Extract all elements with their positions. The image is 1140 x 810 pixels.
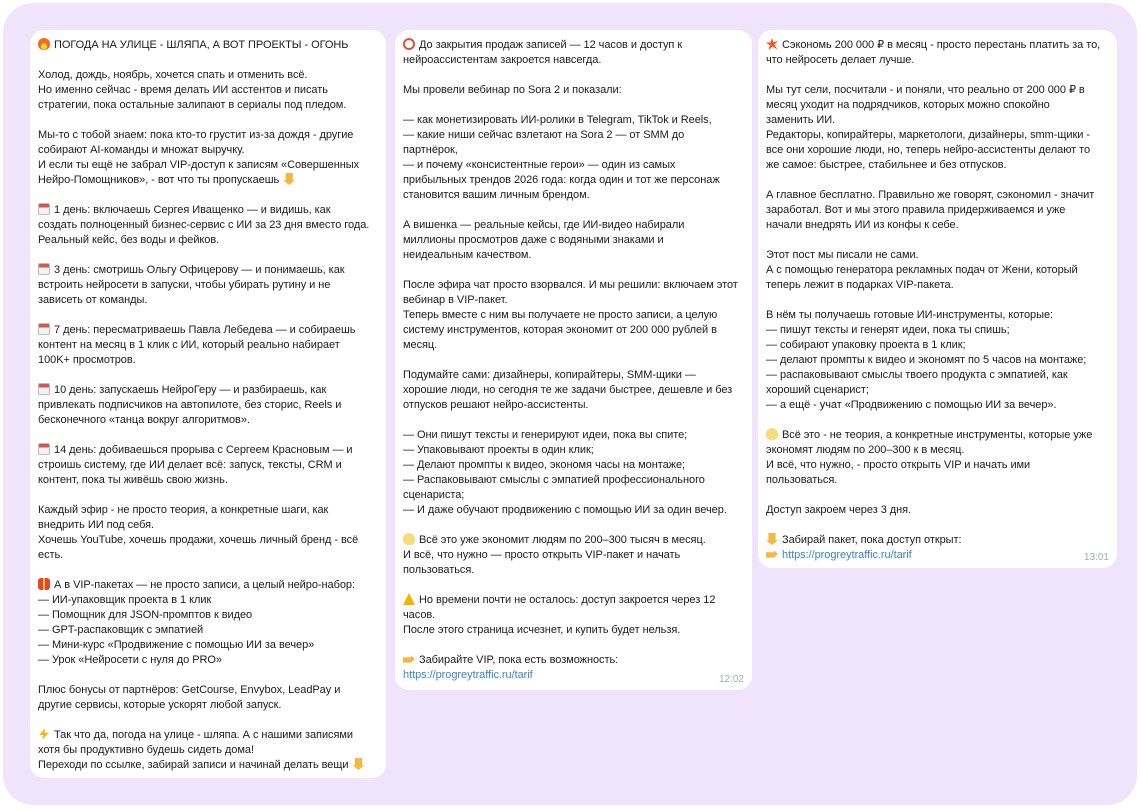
message-line [766, 83, 1109, 98]
message-text: — GPT-распаковщик с эмпатией [38, 624, 204, 636]
message-text: партнёрок, [403, 144, 458, 156]
message-line [403, 458, 744, 473]
message-line [38, 428, 378, 443]
message-line [38, 278, 378, 293]
message-line [766, 338, 1109, 353]
message-line [403, 353, 744, 368]
message-line [38, 68, 378, 83]
message-text: бесконечного «танца вокруг алгоритмов». [38, 414, 250, 426]
message-line [766, 308, 1109, 323]
message-text: неидеальным качеством. [403, 249, 532, 261]
message-text: же самое: быстрее, стабильнее и без отпусков. [766, 159, 1007, 171]
message-line [38, 518, 378, 533]
message-text: Реальный кейс, без воды и фейков. [38, 234, 220, 246]
message-line [38, 173, 378, 188]
message-line [38, 698, 378, 713]
message-line [403, 143, 744, 158]
alarm-clock-icon [403, 38, 415, 50]
message-text: Но именно сейчас - время делать ИИ асстентов и писать [38, 84, 328, 96]
message-text: начали внедрять ИИ из конфы к себе. [766, 219, 959, 231]
message-line [403, 53, 744, 68]
message-text: — и почему «консистентные герои» — один из самых [403, 159, 676, 171]
calendar-icon [38, 383, 50, 395]
message-text: прибыльных трендов 2026 года: когда один и тот же персонаж [403, 174, 720, 186]
message-line [403, 503, 744, 518]
message-text: И если ты ещё не забрал VIP-доступ к записям «Совершенных [38, 159, 360, 171]
message-text: Холод, дождь, ноябрь, хочется спать и отменить всё. [38, 69, 308, 81]
message-line [766, 248, 1109, 263]
message-text: 14 день: добиваешься прорыва с Сергеем Красновым — и [54, 444, 353, 456]
message-line [38, 368, 378, 383]
message-time: 13:01 [1083, 552, 1109, 563]
message-line [766, 68, 1109, 83]
message-text: 1 день: включаешь Сергея Иващенко — и видишь, как [54, 204, 331, 216]
lightning-icon [38, 728, 50, 740]
message-line [38, 308, 378, 323]
message-text: — пишут тексты и генерят идеи, пока ты спишь; [766, 324, 1010, 336]
message-text: пользоваться. [403, 564, 475, 576]
message-line [403, 428, 744, 443]
message-line [38, 248, 378, 263]
message-line [38, 443, 378, 458]
message-text: что нейросеть делает лучше. [766, 54, 915, 66]
message-text: Нейро-Помощников», - вот что ты пропускаешь [38, 174, 280, 186]
message-text: контент на месяц в 1 клик с ИИ, который реально набирает [38, 339, 340, 351]
message-text: — Урок «Нейросети с нуля до PRO» [38, 654, 222, 666]
message-line [38, 263, 378, 278]
message-text: ПОГОДА НА УЛИЦЕ - ШЛЯПА, А ВОТ ПРОЕКТЫ - ОГОНЬ [54, 39, 349, 51]
message-line [766, 188, 1109, 203]
message-text: привлекать подписчиков на автопилоте, без сторис, Reels и [38, 399, 342, 411]
message-text: хороший сценарист; [766, 384, 869, 396]
message-line [766, 353, 1109, 368]
message-line [38, 113, 378, 128]
message-text: А главное бесплатно. Правильно же говорят, сэкономил - значит [766, 189, 1095, 201]
message-text: Так что да, погода на улице - шляпа. А с нашими записями [54, 729, 354, 741]
message-text: И всё, что нужно — просто открыть VIP-пакет и начать [403, 549, 681, 561]
message-text: После эфира чат просто взорвался. И мы решили: включаем этот [403, 279, 738, 291]
message-line [403, 38, 744, 53]
message-line [766, 368, 1109, 383]
message-line [38, 38, 378, 53]
message-line [403, 413, 744, 428]
message-line [38, 293, 378, 308]
message-line [403, 638, 744, 653]
message-text: А в VIP-пакетах — не просто записи, а целый нейро-набор: [54, 579, 355, 591]
message-line [38, 743, 378, 758]
message-text: Переходи по ссылке, забирай записи и начинай делать вещи [38, 759, 349, 771]
message-text: миллионы просмотров даже с водяными знаками и [403, 234, 664, 246]
message-text: хорошие люди, но сегодня те же задачи быстрее, дешевле и без [403, 384, 733, 396]
message-text: Теперь вместе с ним вы получаете не просто записи, а целую [403, 309, 718, 321]
message-text: контент, пока ты живёшь свою жизнь. [38, 474, 228, 486]
message-line [403, 188, 744, 203]
light-bulb-icon [403, 533, 415, 545]
message-line [766, 533, 1109, 548]
message-line [766, 383, 1109, 398]
message-line [38, 218, 378, 233]
message-text: — делают промпты к видео и экономят по 5 часов на монтаже; [766, 354, 1087, 366]
message-line [766, 428, 1109, 443]
message-line [403, 623, 744, 638]
message-line [403, 218, 744, 233]
calendar-icon [38, 323, 50, 335]
message-line [38, 473, 378, 488]
message-text: становится вашим личным брендом. [403, 189, 590, 201]
message-line [403, 128, 744, 143]
message-text: строишь систему, где ИИ делает всё: запуск, тексты, CRM и [38, 459, 342, 471]
message-time: 12:02 [718, 674, 744, 685]
message-line [766, 473, 1109, 488]
message-line [766, 158, 1109, 173]
message-line [403, 158, 744, 173]
message-text: — Мини-курс «Продвижение с помощью ИИ за вечер» [38, 639, 315, 651]
message-line [38, 398, 378, 413]
message-text: зависеть от команды. [38, 294, 148, 306]
message-line [403, 113, 744, 128]
message-line [38, 353, 378, 368]
message-line [38, 503, 378, 518]
message-line [766, 548, 1109, 563]
message-line [766, 518, 1109, 533]
message-text: Редакторы, копирайтеры, маркетологи, дизайнеры, smm-щики - [766, 129, 1090, 141]
message-line [403, 443, 744, 458]
tarif-link[interactable]: https://progreytraffic.ru/tarif [782, 549, 912, 561]
message-text: есть. [38, 549, 64, 561]
message-line [766, 218, 1109, 233]
message-line [403, 563, 744, 578]
message-line [38, 383, 378, 398]
point-down-icon [352, 758, 364, 770]
message-text: В нём ты получаешь готовые ИИ-инструменты, которые: [766, 309, 1054, 321]
message-line [38, 713, 378, 728]
message-line [38, 488, 378, 503]
message-line [38, 563, 378, 578]
message-line [766, 203, 1109, 218]
message-line [38, 668, 378, 683]
message-text: 10 день: запускаешь НейроГеру — и разбираешь, как [54, 384, 327, 396]
message-line [403, 668, 744, 683]
message-text: Этот пост мы писали не сами. [766, 249, 919, 261]
message-text: — Они пишут тексты и генерируют идеи, пока вы спите; [403, 429, 688, 441]
message-line [38, 83, 378, 98]
message-text: теперь лежит в подарках VIP-пакета. [766, 279, 954, 291]
message-line [403, 263, 744, 278]
message-line [403, 248, 744, 263]
message-text: — собирают упаковку проекта в 1 клик; [766, 339, 966, 351]
message-text: создать полноценный бизнес-сервис с ИИ за 23 дня вместо года. [38, 219, 370, 231]
message-line [766, 488, 1109, 503]
gift-icon [38, 578, 50, 590]
message-text: — Упаковывают проекты в один клик; [403, 444, 594, 456]
message-line [766, 38, 1109, 53]
message-line [38, 623, 378, 638]
message-text: Мы провели вебинар по Sora 2 и показали: [403, 84, 622, 96]
message-line [38, 188, 378, 203]
message-line [403, 488, 744, 503]
message-line [403, 338, 744, 353]
message-line [38, 638, 378, 653]
collision-icon [766, 38, 778, 50]
message-line [38, 548, 378, 563]
message-text: пользоваться. [766, 474, 838, 486]
message-line [766, 143, 1109, 158]
message-bubble [758, 30, 1117, 568]
message-line [38, 653, 378, 668]
message-text: Каждый эфир - не просто теория, а конкретные шаги, как [38, 504, 329, 516]
message-text: И всё, что нужно, - просто открыть VIP и начать ими [766, 459, 1031, 471]
message-text: экономят людям по 200–300 к в месяц. [766, 444, 965, 456]
message-line [403, 308, 744, 323]
message-line [38, 683, 378, 698]
message-text: месяц уходит на подрядчиков, которых можно спокойно [766, 99, 1050, 111]
message-text: заработал. Вот и мы этого правила придерживаемся и уже [766, 204, 1066, 216]
message-text: месяц. [403, 339, 438, 351]
message-line [403, 323, 744, 338]
message-text: Всё это уже экономит людям по 200–300 тысяч в месяц. [419, 534, 706, 546]
message-text: 7 день: пересматриваешь Павла Лебедева — и собираешь [54, 324, 356, 336]
message-line [38, 233, 378, 248]
message-text: Мы тут сели, посчитали - и поняли, что реально от 200 000 ₽ в [766, 84, 1085, 96]
message-text: нейроассистентам закроется навсегда. [403, 54, 602, 66]
message-line [403, 98, 744, 113]
message-text: — Распаковывают смыслы с эмпатией профессионального [403, 474, 705, 486]
message-line [403, 473, 744, 488]
message-text: встроить нейросети в запуски, чтобы убирать рутину и не [38, 279, 331, 291]
message-text: Хочешь YouTube, хочешь продажи, хочешь личный бренд - всё [38, 534, 359, 546]
message-text: стратегии, пока остальные залипают в сериалы под пледом. [38, 99, 347, 111]
message-text: внедрить ИИ под себя. [38, 519, 154, 531]
point-right-icon [403, 653, 415, 665]
message-text: — какие ниши сейчас взлетают на Sora 2 — от SMM до [403, 129, 685, 141]
message-line [403, 398, 744, 413]
message-text: Забирай пакет, пока доступ открыт: [782, 534, 962, 546]
point-right-icon [766, 548, 778, 560]
message-line [403, 233, 744, 248]
point-down-icon [283, 173, 295, 185]
message-line [403, 203, 744, 218]
message-text: Плюс бонусы от партнёров: GetCourse, Envybox, LeadPay и [38, 684, 341, 696]
message-text: Забирайте VIP, пока есть возможность: [419, 654, 619, 666]
message-text: — И даже обучают продвижению с помощью ИИ за один вечер. [403, 504, 727, 516]
calendar-icon [38, 263, 50, 275]
message-text: 100K+ просмотров. [38, 354, 136, 366]
light-bulb-icon [766, 428, 778, 440]
message-text: отпусков решают нейро-ассистенты. [403, 399, 589, 411]
calendar-icon [38, 203, 50, 215]
point-down-icon [766, 533, 778, 545]
message-text: 3 день: смотришь Ольгу Офицерову — и понимаешь, как [54, 264, 345, 276]
message-line [403, 293, 744, 308]
message-line [403, 578, 744, 593]
message-text: — Делают промпты к видео, экономя часы на монтаже; [403, 459, 686, 471]
message-text: хотя бы продуктивно будешь сидеть дома! [38, 744, 254, 756]
message-line [38, 143, 378, 158]
message-text: Мы-то с тобой знаем: пока кто-то грустит из-за дождя - другие [38, 129, 354, 141]
message-text: — ИИ-упаковщик проекта в 1 клик [38, 594, 212, 606]
message-line [38, 608, 378, 623]
message-line [403, 593, 744, 608]
message-line [403, 83, 744, 98]
message-line [766, 263, 1109, 278]
message-line [766, 293, 1109, 308]
message-text: После этого страница исчезнет, и купить будет нельзя. [403, 624, 681, 636]
message-text: все они хорошие люди, но, теперь нейро-ассистенты делают то [766, 144, 1091, 156]
message-text: Сэкономь 200 000 ₽ в месяц - просто перестань платить за то, [782, 39, 1101, 51]
fire-icon [38, 38, 50, 50]
message-line [38, 158, 378, 173]
message-line [766, 128, 1109, 143]
message-text: систему инструментов, которая экономит от 200 000 рублей в [403, 324, 717, 336]
message-line [766, 443, 1109, 458]
message-line [38, 458, 378, 473]
message-text: А с помощью генератора рекламных подач от Жени, который [766, 264, 1078, 276]
message-text: заменить ИИ. [766, 114, 836, 126]
message-text: вебинар в VIP-пакет. [403, 294, 508, 306]
message-line [403, 68, 744, 83]
message-text: Доступ закроем через 3 дня. [766, 504, 912, 516]
tarif-link[interactable]: https://progreytraffic.ru/tarif [403, 669, 533, 681]
message-text: До закрытия продаж записей — 12 часов и доступ к [419, 39, 683, 51]
message-line [766, 173, 1109, 188]
message-line [38, 203, 378, 218]
message-text: Подумайте сами: дизайнеры, копирайтеры, SMM-щики — [403, 369, 696, 381]
message-line [38, 413, 378, 428]
message-text: — распаковывают смыслы твоего продукта с эмпатией, как [766, 369, 1068, 381]
message-line [766, 98, 1109, 113]
message-text: Всё это - не теория, а конкретные инструменты, которые уже [782, 429, 1093, 441]
message-text: — Помощник для JSON-промптов к видео [38, 609, 253, 621]
message-line [403, 383, 744, 398]
message-line [38, 593, 378, 608]
message-line [38, 128, 378, 143]
message-line [403, 608, 744, 623]
message-line [766, 53, 1109, 68]
message-line [403, 368, 744, 383]
message-line [38, 728, 378, 743]
message-line [403, 548, 744, 563]
message-line [766, 113, 1109, 128]
message-line [38, 578, 378, 593]
message-line [403, 173, 744, 188]
message-line [38, 758, 378, 773]
message-text: другие сервисы, которые ускорят любой запуск. [38, 699, 282, 711]
message-text: — а ещё - учат «Продвижению с помощью ИИ за вечер». [766, 399, 1057, 411]
message-line [38, 533, 378, 548]
warning-icon [403, 593, 415, 605]
message-line [403, 533, 744, 548]
message-text: часов. [403, 609, 436, 621]
message-line [403, 278, 744, 293]
message-line [766, 233, 1109, 248]
message-line [403, 518, 744, 533]
message-text: — как монетизировать ИИ-ролики в Telegram, TikTok и Reels, [403, 114, 712, 126]
message-line [766, 323, 1109, 338]
message-line [38, 53, 378, 68]
message-line [403, 653, 744, 668]
message-text: собирают AI-команды и множат выручку. [38, 144, 245, 156]
message-line [766, 503, 1109, 518]
message-line [766, 278, 1109, 293]
message-text: Но времени почти не осталось: доступ закроется через 12 [419, 594, 716, 606]
calendar-icon [38, 443, 50, 455]
message-bubble [30, 30, 386, 778]
message-line [766, 458, 1109, 473]
message-line [766, 398, 1109, 413]
message-line [766, 413, 1109, 428]
message-line [38, 338, 378, 353]
message-text: сценариста; [403, 489, 465, 501]
message-text: А вишенка — реальные кейсы, где ИИ-видео набирали [403, 219, 685, 231]
message-bubble [395, 30, 752, 690]
message-line [38, 323, 378, 338]
message-line [38, 98, 378, 113]
